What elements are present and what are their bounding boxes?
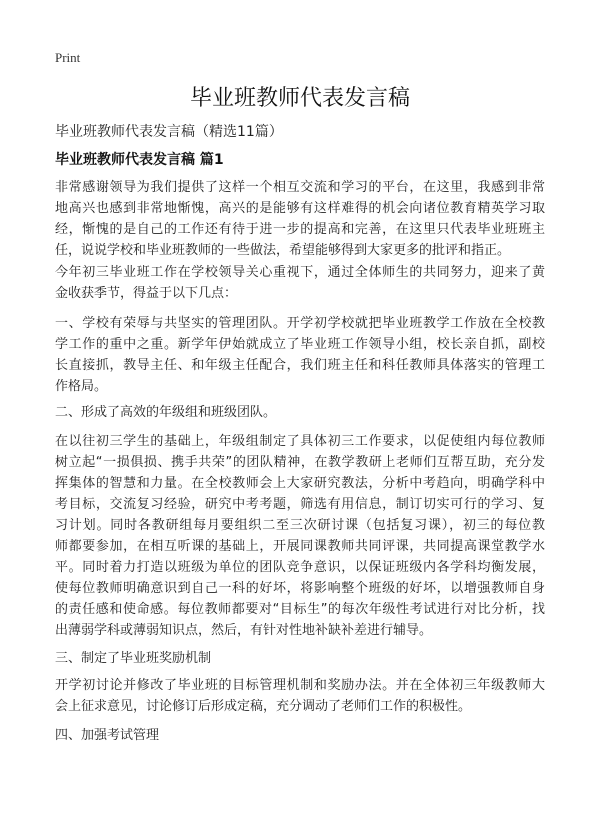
paragraph-line: 三、制定了毕业班奖励机制 [55, 651, 212, 666]
paragraph-line: 今年初三毕业班工作在学校领导关心重视下，通过全体师生的共同努力，迎来了黄 [55, 265, 545, 280]
paragraph-line: 使每位教师明确意识到自己一科的好坏，将影响整个班级的好坏，以增强教师自身 [55, 581, 545, 596]
paragraph-6 [55, 648, 545, 669]
paragraph-line: 任，说说学校和毕业班教师的一些做法，希望能够得到大家更多的批评和指正。 [55, 243, 511, 258]
print-link[interactable]: Print [55, 50, 81, 65]
page-title: 毕业班教师代表发言稿 [189, 86, 410, 111]
paragraph-line: 会上征求意见，讨论修订后形成定稿，充分调动了老师们工作的积极性。 [55, 699, 472, 714]
paragraph-line: 树立起“一损俱损、携手共荣”的团队精神，在教学教研上老师们互帮互助，充分发 [55, 455, 545, 470]
paragraph-1 [55, 177, 545, 261]
paragraph-line: 的责任感和使命感。每位教师都要对“目标生”的每次年级性考试进行对比分析，找 [55, 602, 545, 617]
paragraph-line: 在以往初三学生的基础上，年级组制定了具体初三工作要求，以促使组内每位教师 [55, 434, 545, 449]
paragraph-2 [55, 262, 545, 304]
paragraph-line: 挥集体的智慧和力量。在全校教师会上大家研究教法，分析中考趋向，明确学科中 [55, 476, 545, 491]
paragraph-line: 金收获季节，得益于以下几点： [55, 286, 238, 301]
section-heading: 毕业班教师代表发言稿 篇1 [55, 152, 224, 168]
paragraph-line: 经，惭愧的是自己的工作还有待于进一步的提高和完善，在这里只代表毕业班班主 [55, 222, 545, 237]
paragraph-4 [55, 402, 545, 423]
paragraph-7 [55, 675, 545, 717]
paragraph-5 [55, 431, 545, 641]
paragraph-8 [55, 725, 545, 746]
paragraph-line: 地高兴也感到非常地惭愧，高兴的是能够有这样难得的机会向诸位教育精英学习取 [55, 201, 545, 216]
paragraph-line: 四、加强考试管理 [55, 728, 160, 743]
paragraph-line: 习计划。同时各教研组每月要组织二至三次研讨课（包括复习课），初三的每位教 [55, 518, 545, 533]
paragraph-line: 非常感谢领导为我们提供了这样一个相互交流和学习的平台，在这里，我感到非常 [55, 180, 545, 195]
paragraph-line: 作格局。 [55, 379, 108, 394]
paragraph-line: 二、形成了高效的年级组和班级团队。 [55, 405, 277, 420]
document-subtitle: 毕业班教师代表发言稿（精选11篇） [55, 124, 283, 140]
paragraph-line: 学工作的重中之重。新学年伊始就成立了毕业班工作领导小组，校长亲自抓，副校 [55, 337, 545, 352]
paragraph-line: 考目标，交流复习经验，研究中考考题，筛选有用信息，制订切实可行的学习、复 [55, 497, 545, 512]
paragraph-line: 师都要参加，在相互听课的基础上，开展同课教师共同评课，共同提高课堂教学水 [55, 539, 545, 554]
paragraph-line: 开学初讨论并修改了毕业班的目标管理机制和奖励办法。并在全体初三年级教师大 [55, 678, 545, 693]
paragraph-line: 长直接抓，教导主任、和年级主任配合，我们班主任和科任教师具体落实的管理工 [55, 358, 545, 373]
paragraph-line: 一、学校有荣辱与共坚实的管理团队。开学初学校就把毕业班教学工作放在全校教 [55, 316, 545, 331]
paragraph-line: 出薄弱学科或薄弱知识点，然后，有针对性地补缺补差进行辅导。 [55, 623, 433, 638]
paragraph-line: 平。同时着力打造以班级为单位的团队竞争意识，以保证班级内各学科均衡发展， [55, 560, 545, 575]
paragraph-3 [55, 313, 545, 397]
